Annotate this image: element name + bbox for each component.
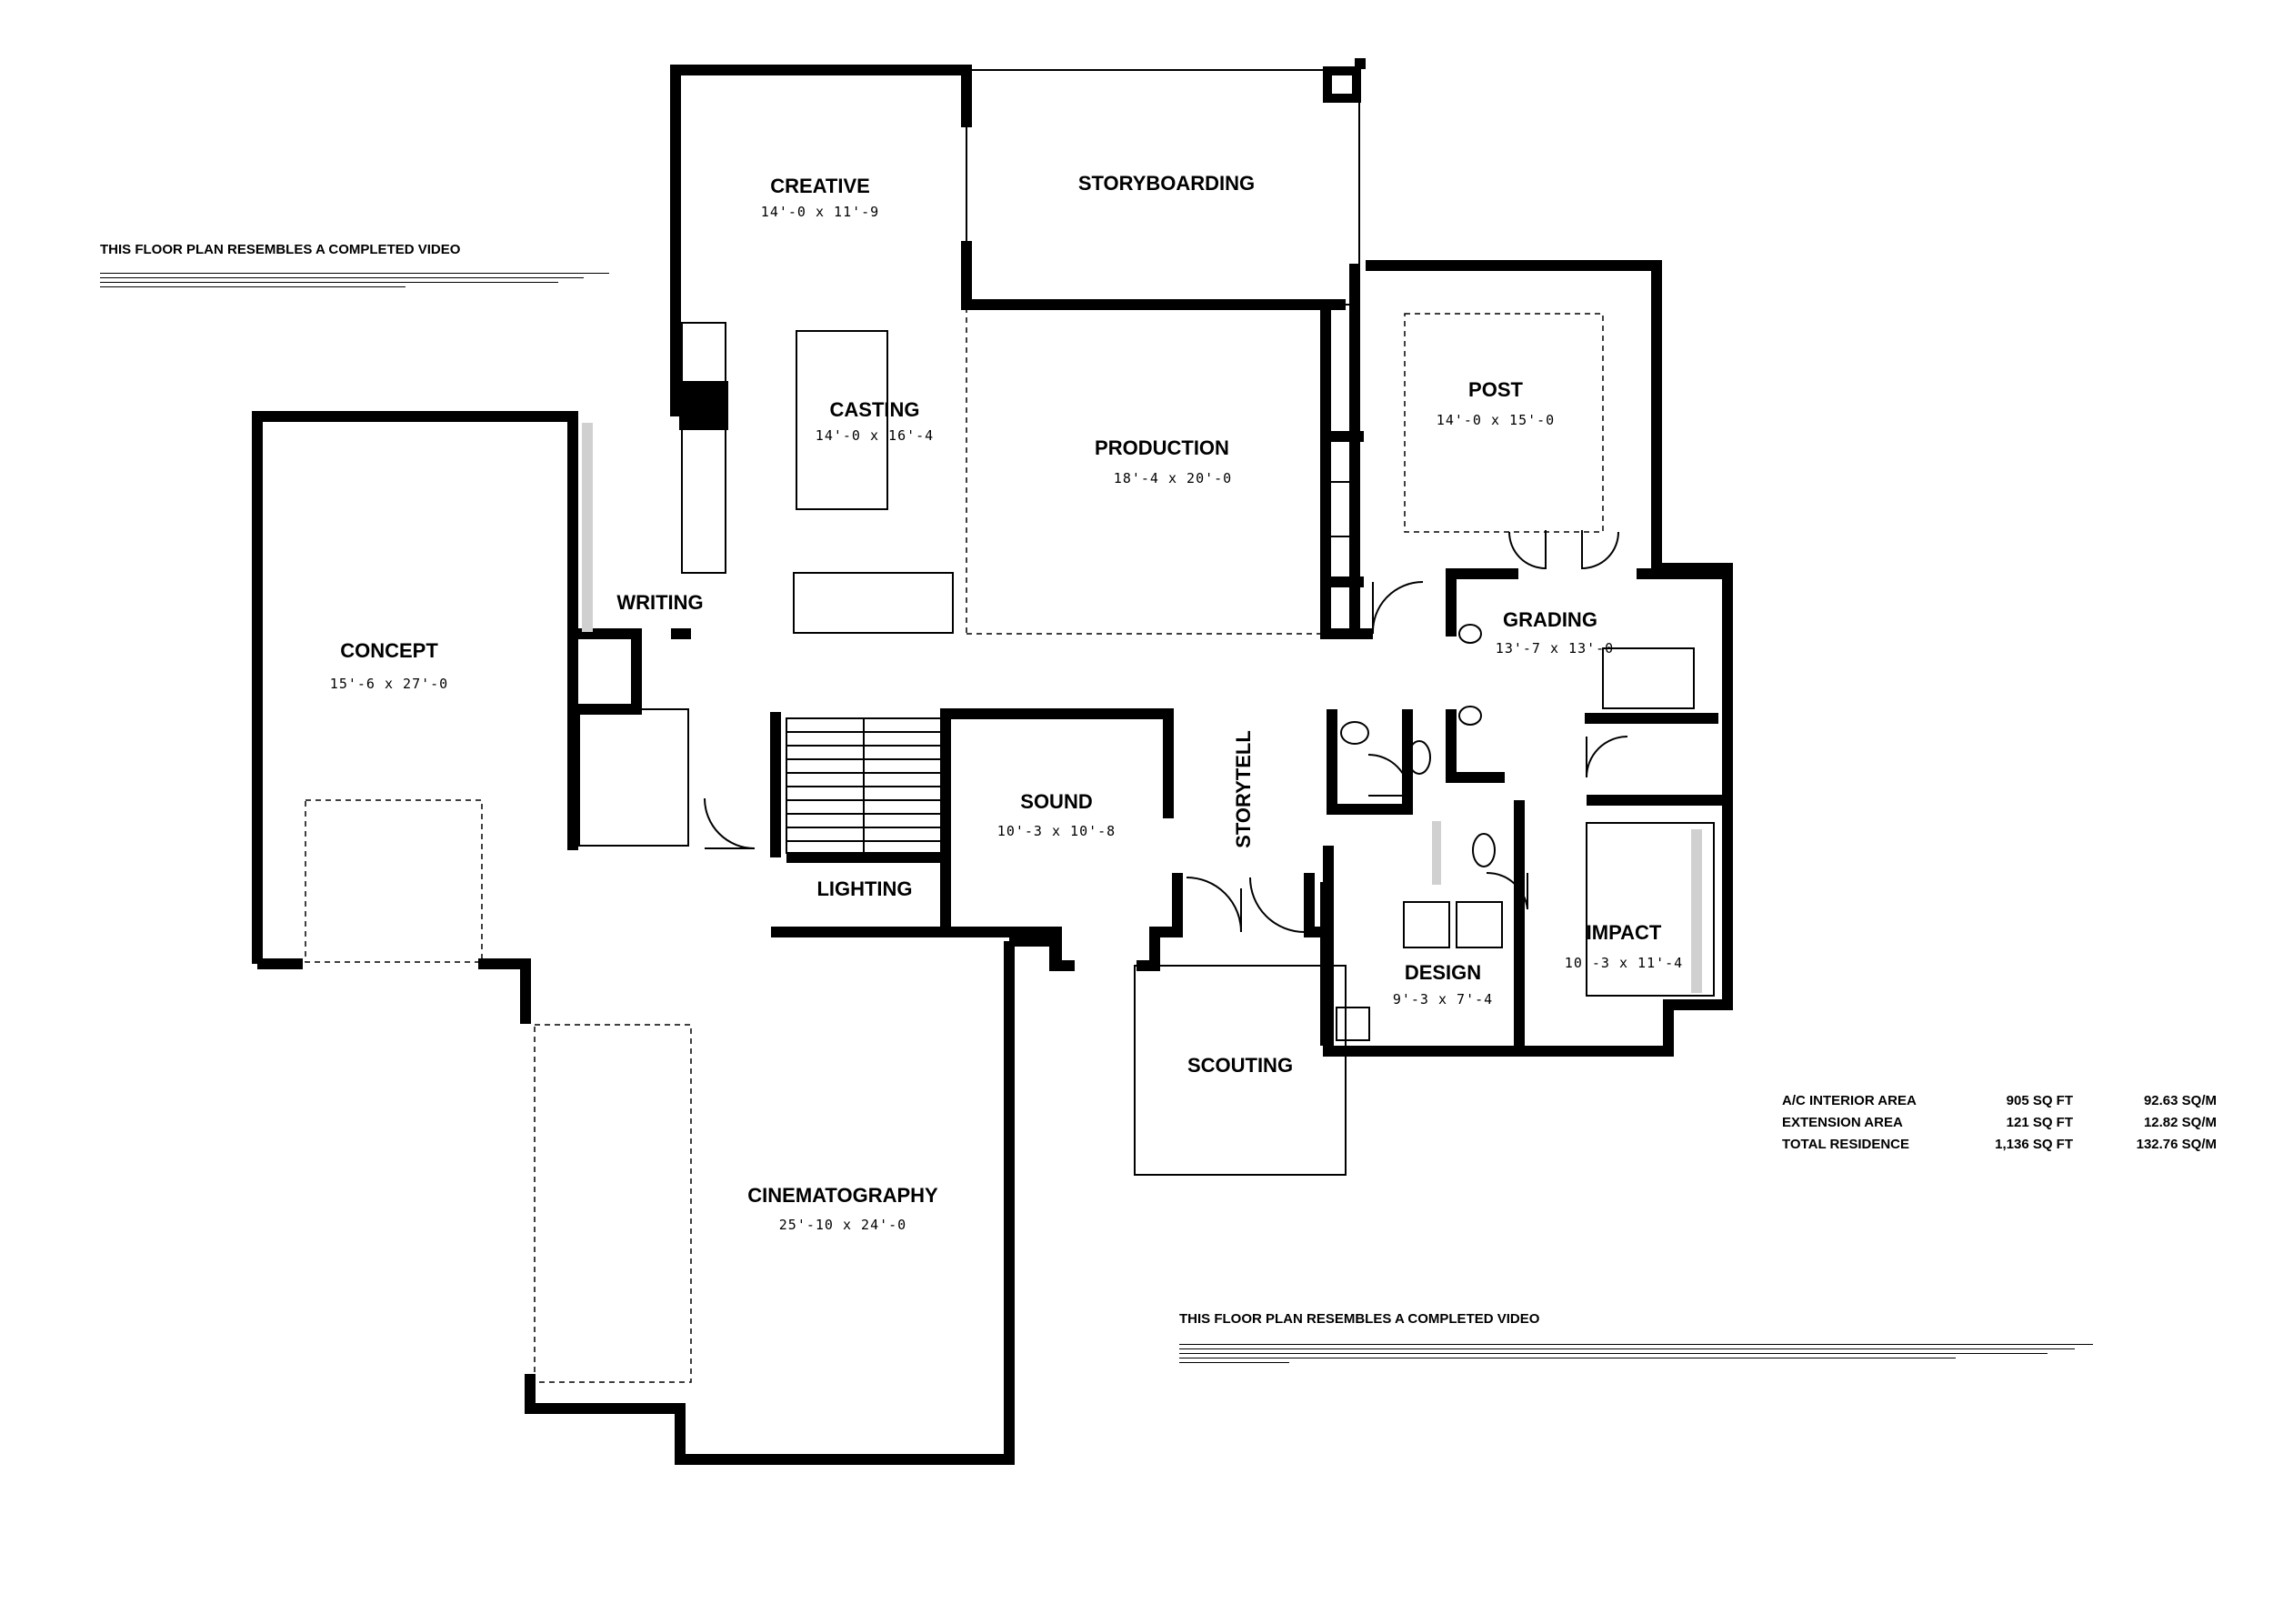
cooktop-icon [680,382,727,429]
room-name-design: DESIGN [1404,961,1482,984]
area-summary-table [1782,1089,2217,1155]
room-name-sound: SOUND [1020,790,1093,813]
concept-parking-outline [305,800,482,962]
fine-print-bottom [1179,1342,2093,1367]
cinema-parking-outline [535,1025,691,1382]
dryer-icon [1457,902,1502,947]
tub [1603,648,1694,708]
room-name-production: PRODUCTION [1095,436,1229,459]
sink-icon [1459,707,1481,725]
area-label: A/C INTERIOR AREA [1782,1092,1917,1108]
room-name-concept: CONCEPT [340,639,438,662]
area-sqm: 12.82 SQ/M [2143,1114,2217,1130]
room-dims-cinematography: 25'-10 x 24'-0 [778,1217,907,1233]
room-dims-production: 18'-4 x 20'-0 [1113,470,1233,486]
top-heading: THIS FLOOR PLAN RESEMBLES A COMPLETED VIDEO [100,242,461,257]
room-name-lighting: LIGHTING [816,877,913,900]
room-name-storyboarding: STORYBOARDING [1077,172,1256,195]
fireplace-icon [1329,482,1351,536]
room-name-cinematography: CINEMATOGRAPHY [747,1184,938,1207]
room-dims-concept: 15'-6 x 27'-0 [329,676,449,692]
wall-finish [582,423,1702,993]
room-dims-casting: 14'-0 x 16'-4 [815,427,935,444]
toilet-icon [1473,834,1495,867]
room-dims-creative: 14'-0 x 11'-9 [760,204,880,220]
area-sqm: 132.76 SQ/M [2136,1136,2217,1152]
wall-post [1328,266,1727,1051]
kitchen-counter [682,323,726,573]
wall-cinema-right [1009,941,1075,966]
stair-treads [786,718,941,853]
room-name-scouting: SCOUTING [1187,1054,1294,1077]
room-name-creative: CREATIVE [770,175,870,197]
sink-icon [1341,722,1368,744]
stair-lower [579,709,688,846]
room-name-post: POST [1468,378,1523,401]
sink-counter [794,573,953,633]
room-dims-design: 9'-3 x 7'-4 [1392,991,1494,1007]
area-row [1782,1089,2217,1111]
column-post [1327,71,1357,98]
area-label: TOTAL RESIDENCE [1782,1136,1910,1152]
area-row [1782,1111,2217,1133]
wall-creative-right [966,241,1346,305]
area-sqft: 1,136 SQ FT [1995,1136,2073,1152]
sink-icon [1459,625,1481,643]
fine-print-top [100,271,609,291]
room-dims-impact: 10'-3 x 11'-4 [1564,955,1684,971]
wall-concept-bottom [257,964,526,1024]
room-dims-sound: 10'-3 x 10'-8 [996,823,1116,839]
area-sqm: 92.63 SQ/M [2143,1092,2217,1108]
bottom-heading: THIS FLOOR PLAN RESEMBLES A COMPLETED VIDEO [1179,1311,1540,1327]
room-name-impact: IMPACT [1586,921,1662,944]
area-sqft: 121 SQ FT [2006,1114,2073,1130]
laundry-sink-icon [1337,1007,1369,1040]
area-label: EXTENSION AREA [1782,1114,1903,1130]
wall-writing [577,634,636,709]
wall-creative [676,70,966,416]
wall-sound [946,873,1177,966]
room-name-storytell: STORYTELL [1232,730,1255,848]
room-dims-grading: 13'-7 x 13'-0 [1495,640,1615,657]
washer-icon [1404,902,1449,947]
dashed-outlines [305,307,1603,1382]
room-name-writing: WRITING [616,591,704,614]
area-sqft: 905 SQ FT [2006,1092,2073,1108]
room-name-grading: GRADING [1503,608,1597,631]
area-row [1782,1133,2217,1155]
room-name-casting: CASTING [829,398,920,421]
room-dims-post: 14'-0 x 15'-0 [1436,412,1556,428]
